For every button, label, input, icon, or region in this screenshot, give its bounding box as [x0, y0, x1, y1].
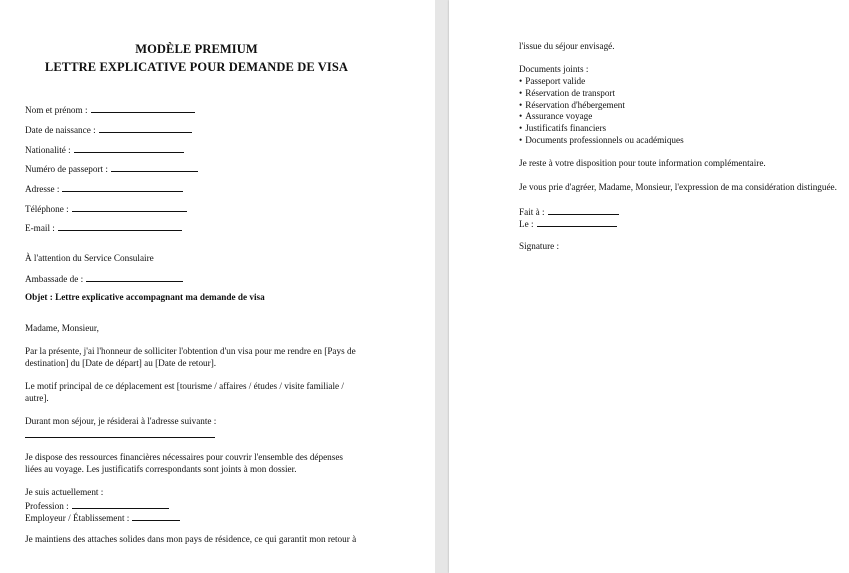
field-employer-label: Employeur / Établissement :: [25, 513, 130, 523]
field-dob-label: Date de naissance :: [25, 125, 96, 135]
field-profession-blank[interactable]: [72, 499, 169, 509]
field-dob: [25, 123, 192, 136]
closing-availability: Je reste à votre disposition pour toute information complémentaire.: [519, 158, 766, 168]
paragraph-4-line-1: Je dispose des ressources financières nécessaires pour couvrir l'ensemble des dépenses: [25, 452, 344, 462]
field-phone-label: Téléphone :: [25, 204, 69, 214]
document-item: • Réservation de transport: [519, 88, 615, 99]
page-gap: [435, 0, 449, 573]
field-address-blank[interactable]: [62, 182, 183, 192]
field-address-label: Adresse :: [25, 184, 60, 194]
field-nationality: [25, 143, 184, 156]
field-employer: [25, 511, 180, 524]
field-employer-blank[interactable]: [132, 511, 180, 521]
document-item: • Réservation d'hébergement: [519, 100, 625, 111]
field-date-blank[interactable]: [537, 217, 617, 227]
paragraph-4-line-2: liées au voyage. Les justificatifs correspondants sont joints à mon dossier.: [25, 464, 297, 474]
field-embassy-label: Ambassade de :: [25, 274, 84, 284]
signature-label: Signature :: [519, 241, 560, 251]
field-name-label: Nom et prénom :: [25, 105, 88, 115]
field-email-blank[interactable]: [58, 221, 182, 231]
document-title-2: LETTRE EXPLICATIVE POUR DEMANDE DE VISA: [44, 60, 349, 74]
paragraph-3: Durant mon séjour, je résiderai à l'adresse suivante :: [25, 416, 217, 426]
document-page-2: [449, 0, 849, 573]
document-item: • Passeport valide: [519, 76, 585, 87]
field-name: [25, 103, 195, 116]
field-embassy: [25, 272, 183, 285]
paragraph-5: Je suis actuellement :: [25, 487, 104, 497]
paragraph-6-line-2: l'issue du séjour envisagé.: [519, 41, 615, 51]
field-address: [25, 182, 183, 195]
document-title-1: MODÈLE PREMIUM: [135, 42, 258, 56]
subject-line: Objet : Lettre explicative accompagnant ma demande de visa: [25, 292, 265, 302]
paragraph-2-line-2: autre].: [25, 393, 49, 403]
field-embassy-blank[interactable]: [86, 272, 183, 282]
field-name-blank[interactable]: [91, 103, 195, 113]
field-nationality-label: Nationalité :: [25, 145, 71, 155]
field-passport: [25, 162, 198, 175]
document-item: • Assurance voyage: [519, 111, 592, 122]
field-passport-label: Numéro de passeport :: [25, 164, 108, 174]
recipient-attention: À l'attention du Service Consulaire: [25, 253, 154, 263]
document-item: • Documents professionnels ou académiques: [519, 135, 684, 146]
paragraph-1-line-2: destination] du [Date de départ] au [Date de retour].: [25, 358, 217, 368]
field-phone-blank[interactable]: [72, 202, 187, 212]
field-place-label: Fait à :: [519, 207, 545, 217]
salutation: Madame, Monsieur,: [25, 323, 99, 333]
field-nationality-blank[interactable]: [74, 143, 184, 153]
field-profession-label: Profession :: [25, 501, 69, 511]
paragraph-6-line-1: Je maintiens des attaches solides dans mon pays de résidence, ce qui garantit mon retour à: [25, 534, 357, 544]
field-email: [25, 221, 182, 234]
stay-address-blank[interactable]: [25, 437, 215, 438]
paragraph-1-line-1: Par la présente, j'ai l'honneur de solliciter l'obtention d'un visa pour me rendre en [Pays de: [25, 346, 356, 356]
field-dob-blank[interactable]: [99, 123, 192, 133]
document-item: • Justificatifs financiers: [519, 123, 606, 134]
field-date-label: Le :: [519, 219, 534, 229]
field-email-label: E-mail :: [25, 223, 55, 233]
documents-heading: Documents joints :: [519, 64, 589, 74]
closing-regards: Je vous prie d'agréer, Madame, Monsieur, l'expression de ma considération distinguée.: [519, 182, 837, 192]
paragraph-2-line-1: Le motif principal de ce déplacement est [tourisme / affaires / études / visite familiale /: [25, 381, 344, 391]
field-date: [519, 217, 617, 230]
field-passport-blank[interactable]: [111, 162, 198, 172]
field-place-blank[interactable]: [548, 205, 619, 215]
field-phone: [25, 202, 187, 215]
